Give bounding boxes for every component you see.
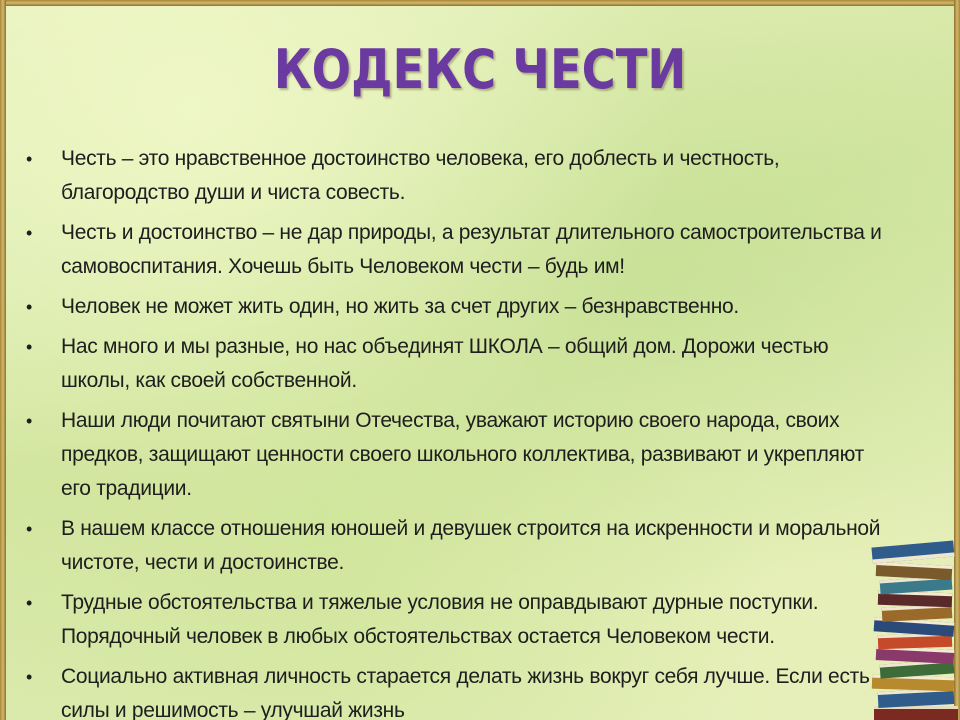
bullet-item (24, 660, 886, 720)
bullet-marker: • (26, 337, 33, 357)
bullet-text: Человек не может жить один, но жить за счет других – безнравственно. (61, 295, 739, 318)
slide-title: КОДЕКС ЧЕСТИ (273, 38, 687, 101)
bullet-item (24, 586, 886, 654)
bullet-text: Наши люди почитают святыни Отечества, уважают историю своего народа, своих предков, защищают ценности своего школьного коллектива, развивают и укрепляют его традиции. (61, 409, 864, 500)
bullet-item (24, 512, 886, 580)
frame-left-border (0, 0, 6, 720)
bullet-text: Честь и достоинство – не дар природы, а результат длительного самостроительства и самовоспитания. Хочешь быть Человеком чести – будь им! (61, 221, 882, 278)
stack-of-books-icon (858, 530, 958, 720)
bullet-text: В нашем классе отношения юношей и девушек строится на искренности и моральной чистоте, чести и достоинстве. (61, 517, 881, 574)
bullet-marker: • (26, 149, 33, 169)
bullet-marker: • (26, 297, 33, 317)
bullet-item (24, 216, 886, 284)
bullet-item (24, 330, 886, 398)
bullet-text: Социально активная личность старается делать жизнь вокруг себя лучше. Если есть силы и решимость – улучшай жизнь (61, 665, 870, 720)
bullet-text: Трудные обстоятельства и тяжелые условия не оправдывают дурные поступки. Порядочный человек в любых обстоятельствах остается Человеком чести. (61, 591, 819, 648)
bullet-text: Нас много и мы разные, но нас объединят ШКОЛА – общий дом. Дорожи честью школы, как своей собственной. (61, 335, 829, 392)
bullet-marker: • (26, 519, 33, 539)
bullet-marker: • (26, 593, 33, 613)
bullet-list (24, 142, 886, 720)
bullet-marker: • (26, 667, 33, 687)
bullet-item (24, 290, 886, 324)
bullet-item (24, 142, 886, 210)
bullet-item (24, 404, 886, 506)
bullet-marker: • (26, 411, 33, 431)
frame-top-border (0, 0, 960, 6)
bullet-text: Честь – это нравственное достоинство человека, его доблесть и честность, благородство души и чиста совесть. (61, 147, 780, 204)
bullet-marker: • (26, 223, 33, 243)
